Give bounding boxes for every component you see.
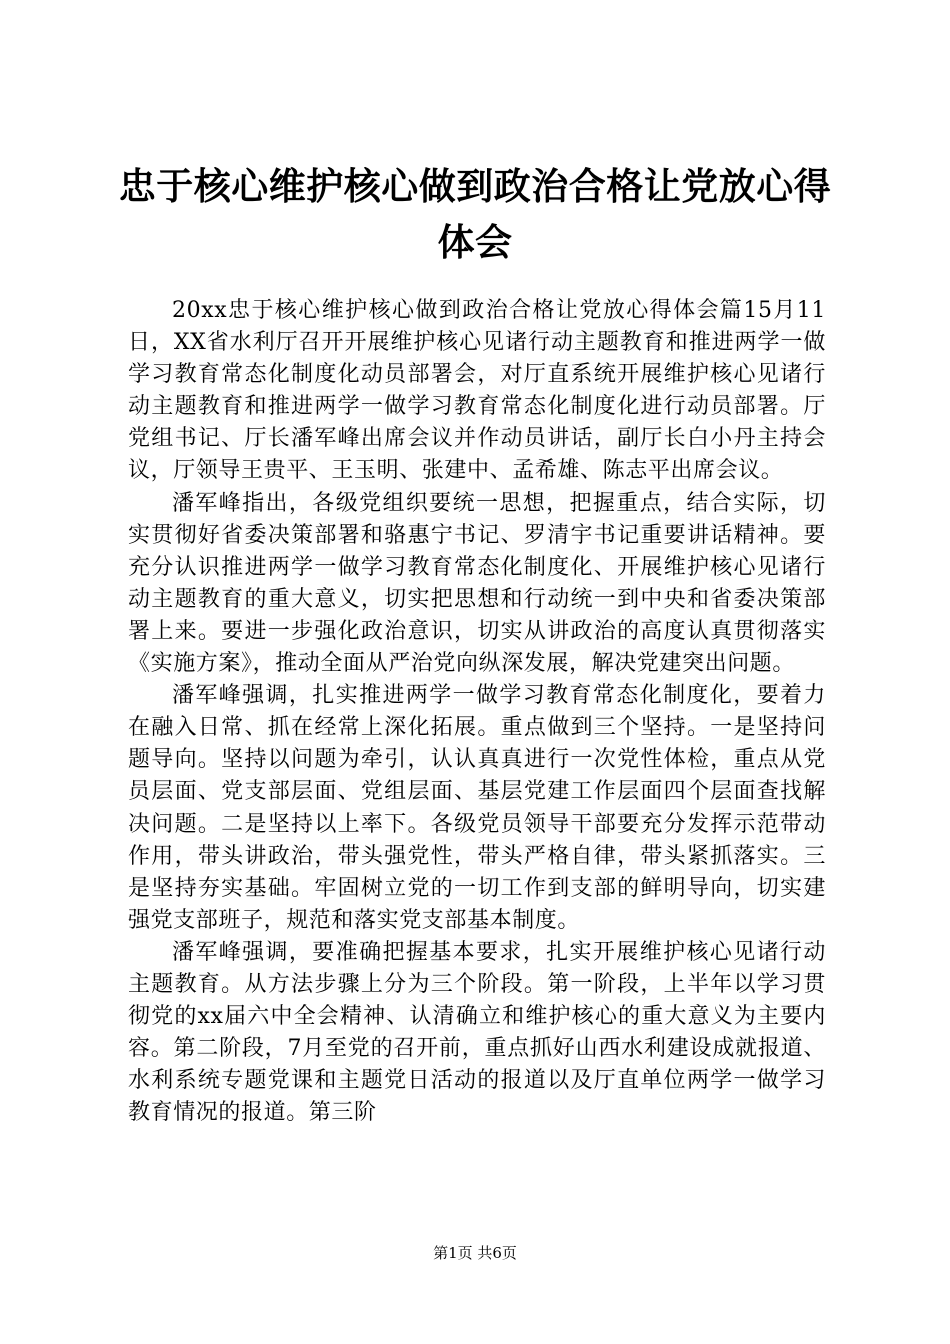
- paragraph: 20xx忠于核心维护核心做到政治合格让党放心得体会篇15月11日，XX省水利厅召开开展维护核心见诸行动主题教育和推进两学一做学习教育常态化制度化动员部署会，对厅直系统开展维护核心见诸行动主题教育和推进两学一做学习教育常态化制度化进行动员部署。厅党组书记、厅长潘军峰出席会议并作动员讲话，副厅长白小丹主持会议，厅领导王贵平、王玉明、张建中、孟希雄、陈志平出席会议。: [128, 298, 826, 484]
- paragraph: 潘军峰强调，要准确把握基本要求，扎实开展维护核心见诸行动主题教育。从方法步骤上分为三个阶段。第一阶段，上半年以学习贯彻党的xx届六中全会精神、认清确立和维护核心的重大意义为主要内容。第二阶段，7月至党的召开前，重点抓好山西水利建设成就报道、水利系统专题党课和主题党日活动的报道以及厅直单位两学一做学习教育情况的报道。第三阶: [128, 939, 826, 1126]
- document-body: [128, 295, 826, 1129]
- page-footer: 第1页 共6页: [433, 1244, 517, 1262]
- paragraph: 潘军峰强调，扎实推进两学一做学习教育常态化制度化，要着力在融入日常、抓在经常上深化拓展。重点做到三个坚持。一是坚持问题导向。坚持以问题为牵引，认认真真进行一次党性体检，重点从党员层面、党支部层面、党组层面、基层党建工作层面四个层面查找解决问题。二是坚持以上率下。各级党员领导干部要充分发挥示范带动作用，带头讲政治，带头强党性，带头严格自律，带头紧抓落实。三是坚持夯实基础。牢固树立党的一切工作到支部的鲜明导向，切实建强党支部班子，规范和落实党支部基本制度。: [128, 683, 826, 933]
- paragraph: 潘军峰指出，各级党组织要统一思想，把握重点，结合实际，切实贯彻好省委决策部署和骆惠宁书记、罗清宇书记重要讲话精神。要充分认识推进两学一做学习教育常态化制度化、开展维护核心见诸行动主题教育的重大意义，切实把思想和行动统一到中央和省委决策部署上来。要进一步强化政治意识，切实从讲政治的高度认真贯彻落实《实施方案》，推动全面从严治党向纵深发展，解决党建突出问题。: [128, 490, 826, 677]
- document-title: 忠于核心维护核心做到政治合格让党放心得体会: [118, 164, 832, 264]
